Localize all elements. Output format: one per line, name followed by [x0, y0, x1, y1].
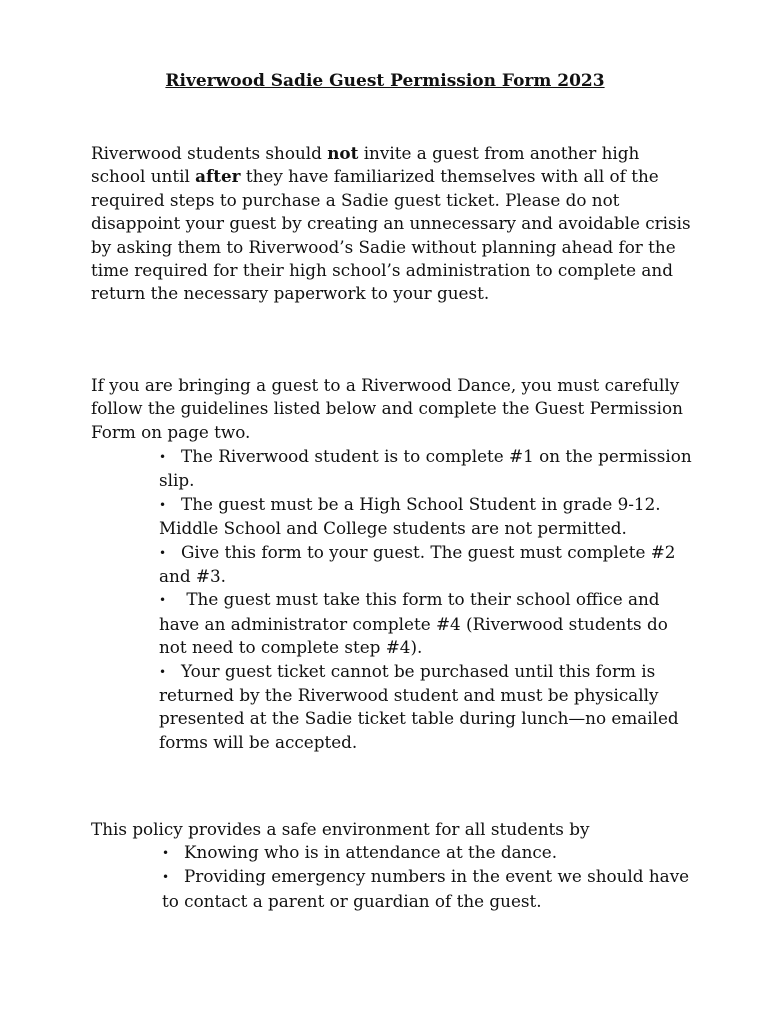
guideline-text: The guest must be a High School Student in grade 9-12. Middle School and College students are not permitted. [159, 493, 661, 539]
guidelines-list [159, 445, 699, 754]
policy-intro: This policy provides a safe environment for all students by [91, 819, 590, 839]
document-title: Riverwood Sadie Guest Permission Form 2023 [165, 71, 605, 91]
policy-list [162, 841, 702, 913]
policy-text: Providing emergency numbers in the event we should have to contact a parent or guardian of the guest. [162, 866, 690, 911]
bullet-icon: • [159, 664, 167, 679]
guideline-text: The guest must take this form to their school office and have an administrator complete #4 (Riverwood students do not need to complete step #4). [159, 589, 668, 658]
bullet-icon: • [159, 450, 167, 464]
bullet-icon: • [159, 593, 167, 608]
list-item [159, 660, 699, 755]
list-item [159, 445, 699, 493]
intro-text-3: they have familiarized themselves with all of the required steps to purchase a Sadie guest ticket. Please do not disappoint your guest by creating an unnecessary and avoidable crisis by asking them to Riverwood’s Sadie without planning ahead for the time required for their high school’s administration to complete and return the necessary paperwork to your guest. [91, 166, 691, 304]
intro-paragraph [91, 142, 691, 306]
policy-text: Knowing who is in attendance at the dance. [184, 842, 558, 862]
list-item [159, 541, 699, 589]
list-item [159, 493, 699, 541]
intro-text-2: invite a guest from another high school until [91, 143, 640, 187]
bullet-icon: • [159, 545, 167, 560]
guideline-text: Give this form to your guest. The guest must complete #2 and #3. [159, 541, 676, 587]
bullet-icon: • [159, 497, 167, 512]
guidelines-intro: If you are bringing a guest to a Riverwood Dance, you must carefully follow the guidelines listed below and complete the Guest Permission Form on page two. [91, 375, 683, 442]
intro-emphasis-not: not [327, 143, 359, 163]
guideline-text: Your guest ticket cannot be purchased until this form is returned by the Riverwood student and must be physically presented at the Sadie ticket table during lunch—no emailed forms will be accepted. [159, 660, 679, 752]
guideline-text: The Riverwood student is to complete #1 on the permission slip. [159, 446, 692, 491]
bullet-icon: • [162, 846, 170, 860]
intro-text-1: Riverwood students should [91, 143, 328, 163]
list-item [159, 588, 699, 659]
list-item [162, 865, 702, 913]
bullet-icon: • [162, 870, 170, 885]
list-item [162, 841, 702, 865]
intro-emphasis-after: after [195, 166, 241, 187]
